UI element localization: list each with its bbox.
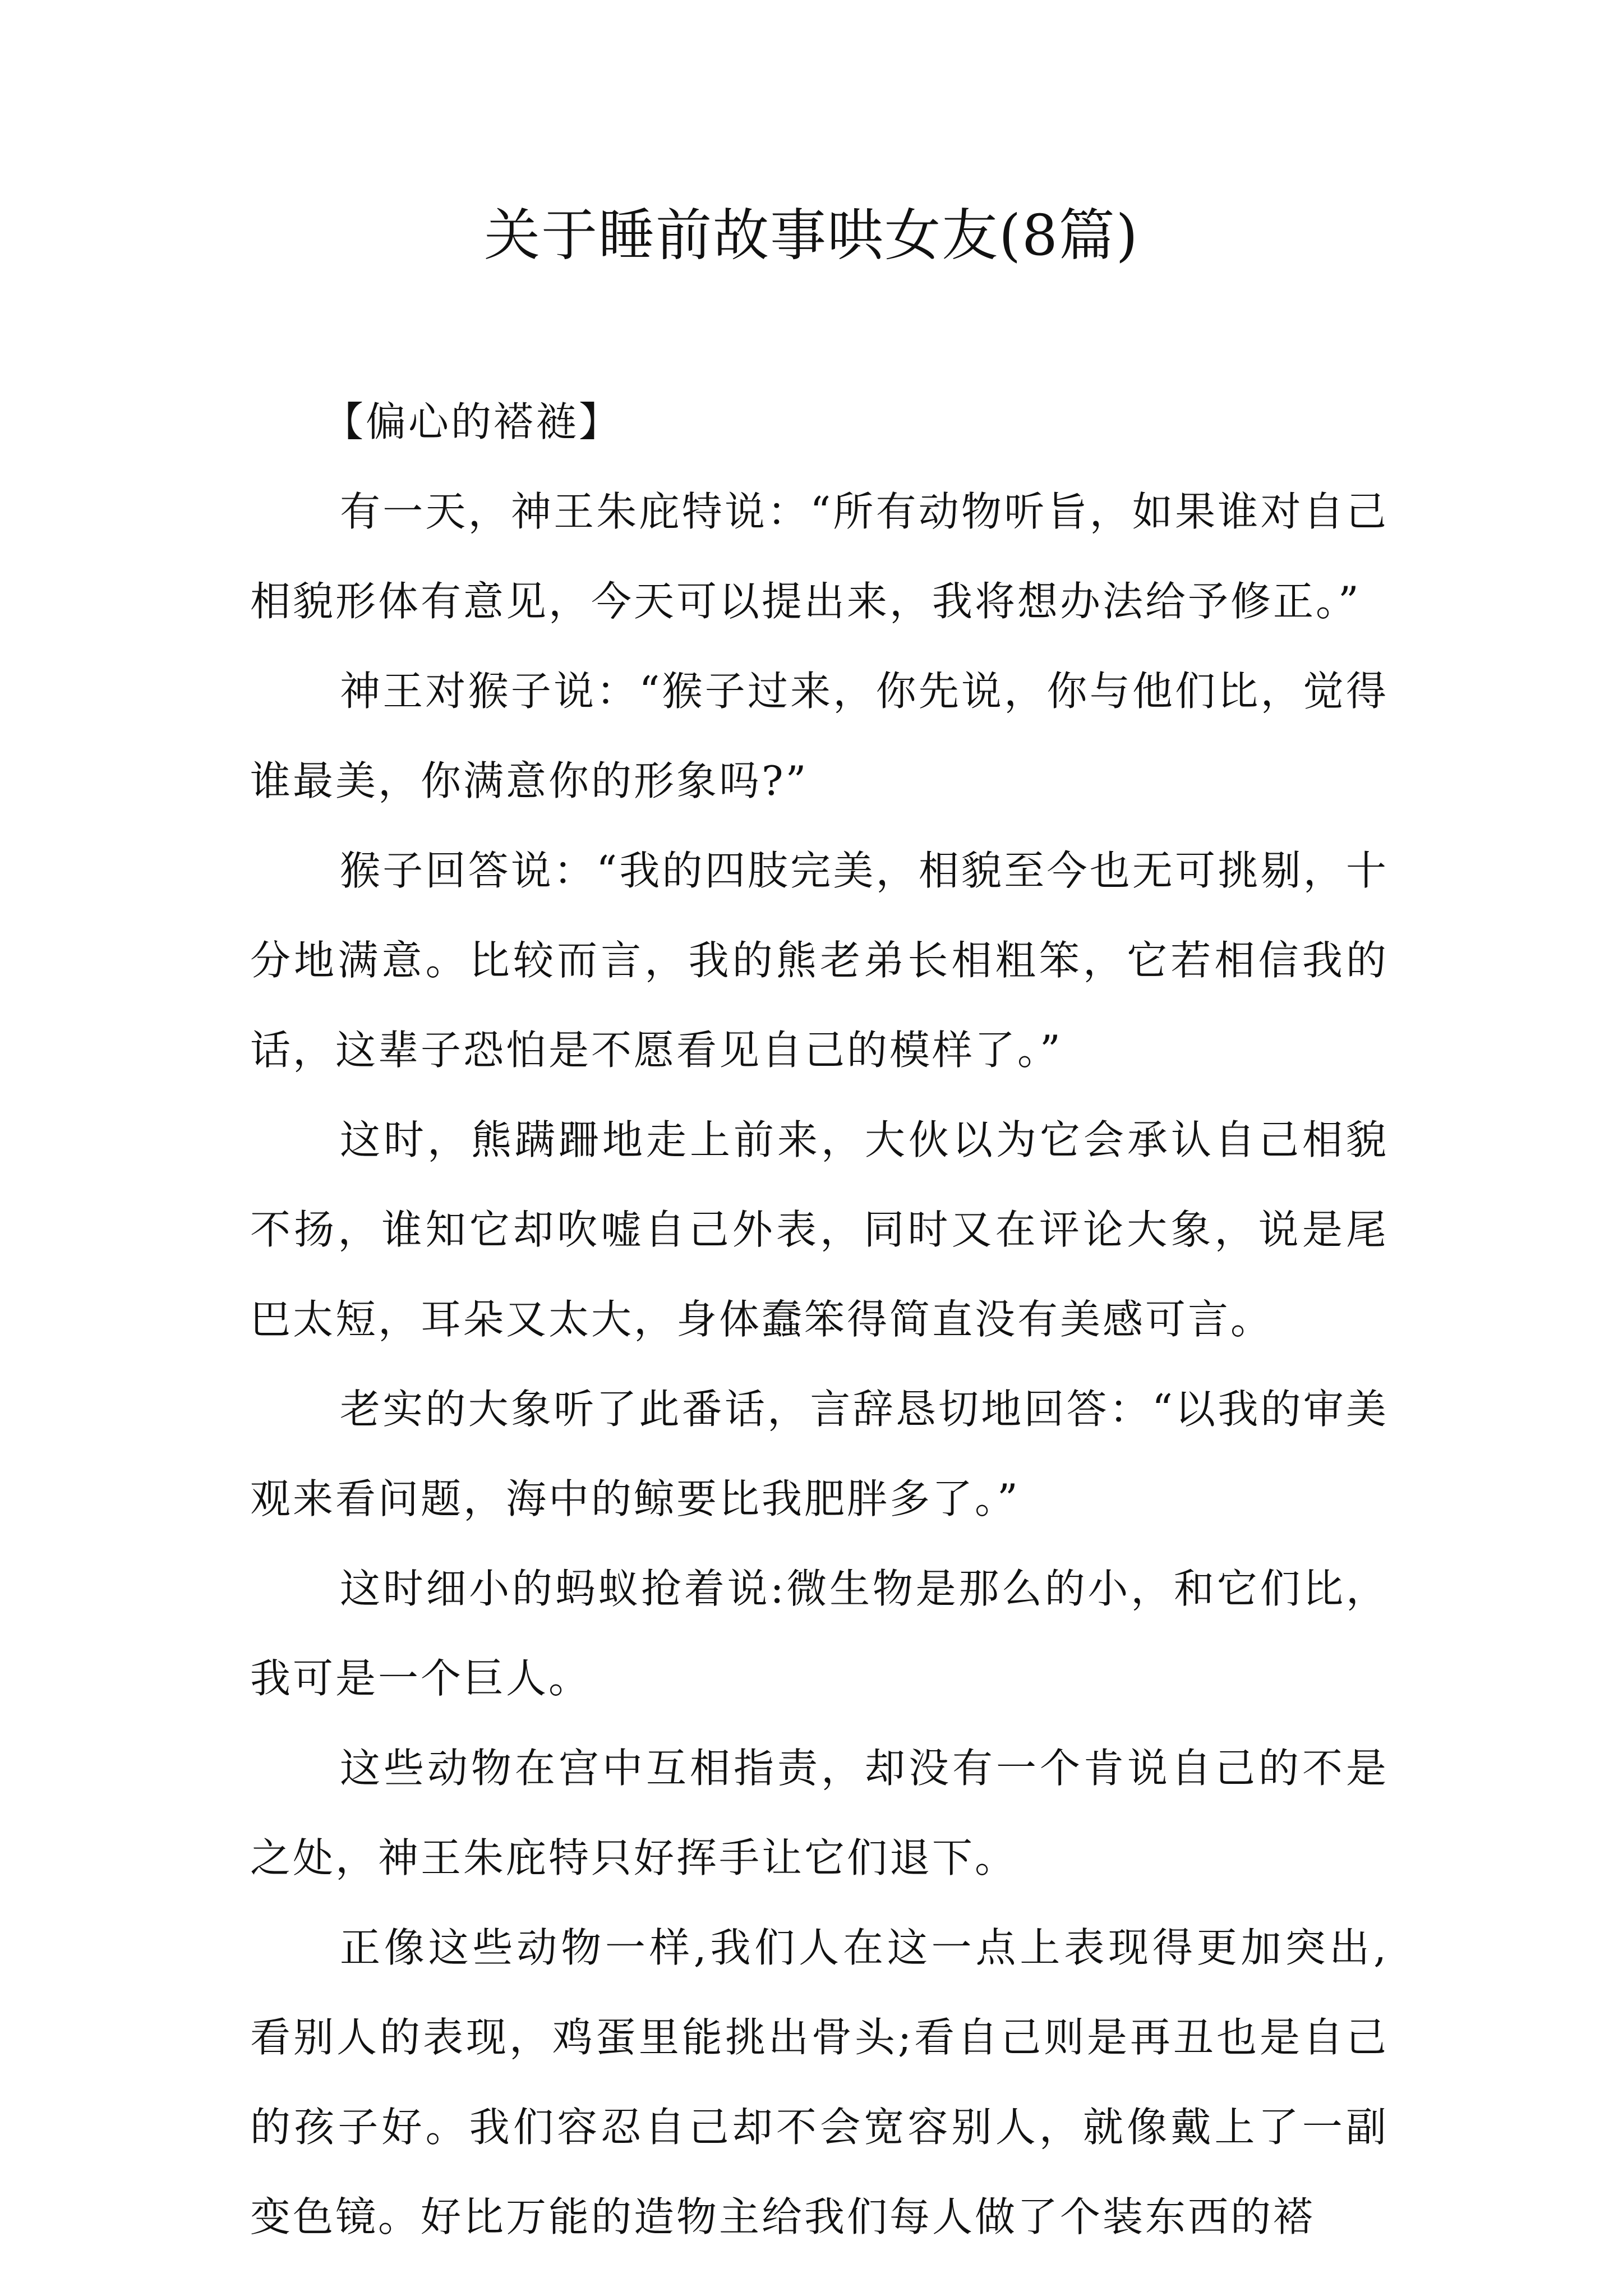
paragraph: 猴子回答说：“我的四肢完美，相貌至今也无可挑剔，十分地满意。比较而言，我的熊老弟长相粗笨，它若相信我的话，这辈子恐怕是不愿看见自己的模样了。”	[250, 847, 1389, 1074]
paragraph: 有一天，神王朱庇特说：“所有动物听旨，如果谁对自己相貌形体有意见，今天可以提出来，我将想办法给予修正。”	[250, 488, 1389, 625]
document-body	[250, 377, 1389, 2262]
paragraph: 老实的大象听了此番话，言辞恳切地回答：“以我的审美观来看问题，海中的鲸要比我肥胖多了。”	[250, 1386, 1389, 1522]
paragraph: 这时，熊蹒跚地走上前来，大伙以为它会承认自己相貌不扬，谁知它却吹嘘自己外表，同时又在评论大象，说是尾巴太短，耳朵又太大，身体蠢笨得简直没有美感可言。	[250, 1116, 1389, 1343]
paragraph: 正像这些动物一样,我们人在这一点上表现得更加突出,看别人的表现，鸡蛋里能挑出骨头;看自己则是再丑也是自己的孩子好。我们容忍自己却不会宽容别人，就像戴上了一副变色镜。好比万能的造物主给我们每人做了个装东西的褡	[250, 1924, 1389, 2240]
paragraph: 这些动物在宫中互相指责，却没有一个肯说自己的不是之处，神王朱庇特只好挥手让它们退下。	[250, 1745, 1389, 1881]
paragraph: 神王对猴子说：“猴子过来，你先说，你与他们比，觉得谁最美，你满意你的形象吗?”	[250, 668, 1389, 804]
section-heading: 【偏心的褡裢】	[323, 398, 622, 445]
paragraph: 这时细小的蚂蚁抢着说:微生物是那么的小，和它们比，我可是一个巨人。	[250, 1565, 1389, 1702]
document-title: 关于睡前故事哄女友(8篇)	[484, 203, 1139, 268]
